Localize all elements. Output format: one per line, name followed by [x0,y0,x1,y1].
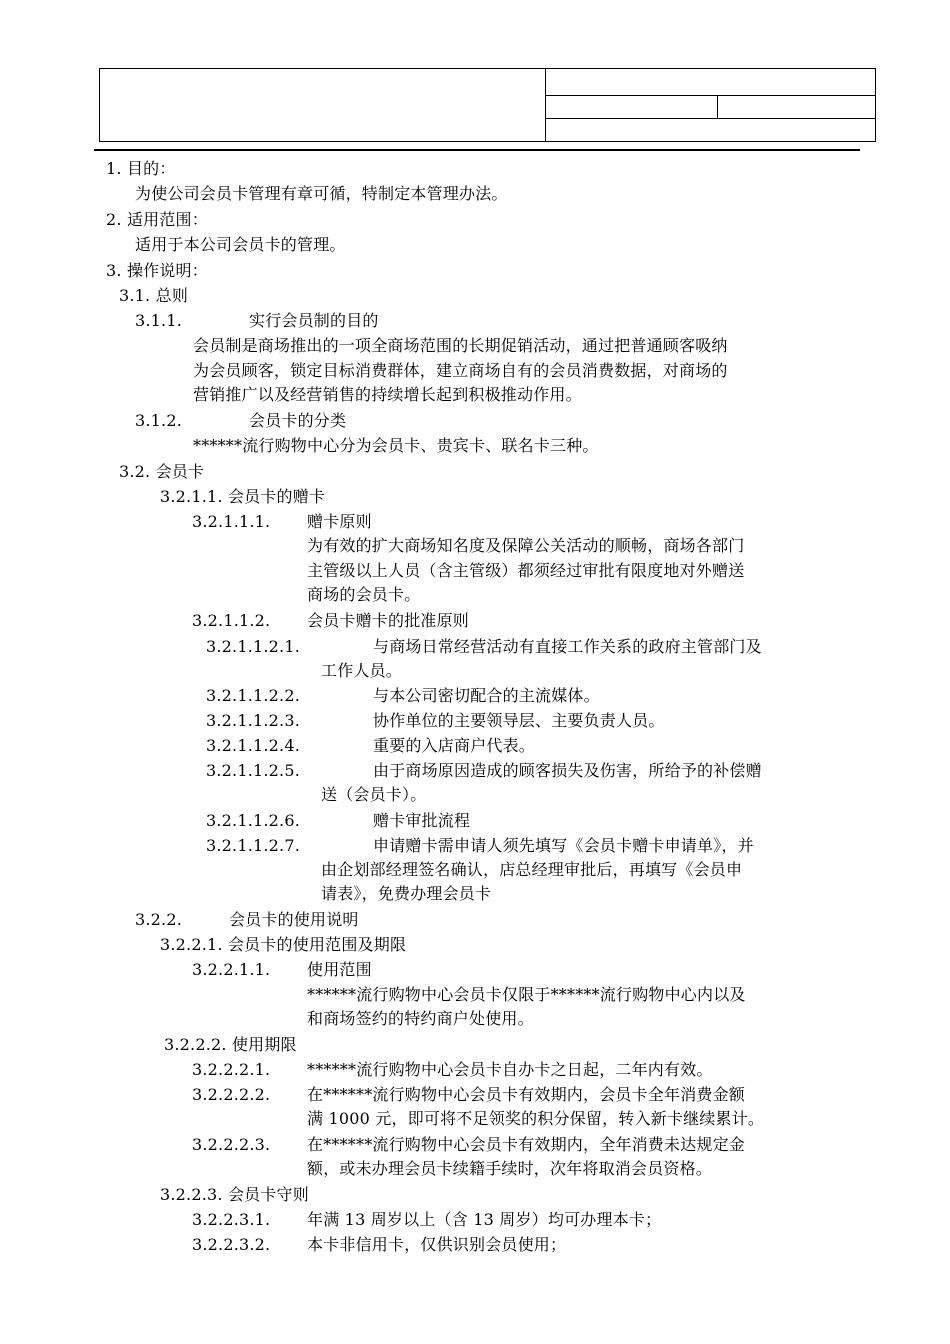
text-line: 商场的会员卡。 [307,585,421,604]
text-line: 3.2.2.2.2. [192,1085,271,1104]
text-line: 与商场日常经营活动有直接工作关系的政府主管部门及 [373,637,762,656]
text-line: 3.2.1.1.2.4. [206,736,300,755]
text-line: 本卡非信用卡，仅供识别会员使用； [307,1235,567,1254]
text-line: ******流行购物中心会员卡仅限于******流行购物中心内以及 [307,985,746,1004]
text-line: 重要的入店商户代表。 [373,736,536,755]
text-line: 会员卡的使用说明 [229,910,359,929]
header-divider [545,69,546,141]
text-line: 会员制是商场推出的一项全商场范围的长期促销活动，通过把普通顾客吸纳 [193,336,728,355]
text-line: 3.2.2.3.2. [192,1235,271,1254]
text-line: 在******流行购物中心会员卡有效期内，会员卡全年消费金额 [307,1085,746,1104]
text-line: 3.2.2.2. 使用期限 [164,1035,297,1054]
text-line: 适用于本公司会员卡的管理。 [135,235,346,254]
text-line: 工作人员。 [321,661,403,680]
text-line: 3.2.1.1.2.6. [206,811,300,830]
text-line: 协作单位的主要领导层、主要负责人员。 [373,711,665,730]
text-line: 3.1. 总则 [119,286,189,305]
text-line: 3.2.1.1.2.1. [206,637,300,656]
text-line: 3.2.2.1. 会员卡的使用范围及期限 [160,935,407,954]
header-table [99,68,876,142]
text-line: 满 1000 元，即可将不足领奖的积分保留，转入新卡继续累计。 [307,1109,765,1128]
header-divider [545,95,875,96]
text-line: 3.2.2.2.3. [192,1135,271,1154]
text-line: 申请赠卡需申请人须先填写《会员卡赠卡申请单》，并 [373,836,754,855]
text-line: 3.2.1.1. 会员卡的赠卡 [160,487,326,506]
text-line: 请表》，免费办理会员卡 [321,884,492,903]
text-line: 由企划部经理签名确认，店总经理审批后，再填写《会员申 [321,860,743,879]
text-line: 送（会员卡）。 [321,785,427,804]
text-line: 3.1.1. [135,311,182,330]
text-line: 额，或未办理会员卡续籍手续时，次年将取消会员资格。 [307,1159,713,1178]
text-line: 实行会员制的目的 [249,311,379,330]
text-line: 为使公司会员卡管理有章可循，特制定本管理办法。 [135,184,508,203]
text-line: 为会员顾客，锁定目标消费群体，建立商场自有的会员消费数据，对商场的 [193,361,728,380]
text-line: 3.2.1.1.1. [192,512,271,531]
text-line: 与本公司密切配合的主流媒体。 [373,686,600,705]
text-line: 为有效的扩大商场知名度及保障公关活动的顺畅，商场各部门 [307,536,745,555]
text-line: 在******流行购物中心会员卡有效期内，全年消费未达规定金 [307,1135,746,1154]
text-line: 3.1.2. [135,411,182,430]
text-line: 3.2.1.1.2.2. [206,686,300,705]
text-line: 3.2.2.2.1. [192,1060,271,1079]
text-line: 会员卡的分类 [249,411,347,430]
text-line: 3. 操作说明： [106,261,208,280]
text-line: 3.2.1.1.2.5. [206,761,300,780]
text-line: 主管级以上人员（含主管级）都须经过审批有限度地对外赠送 [307,561,745,580]
header-divider [717,95,718,118]
text-line: 和商场签约的特约商户处使用。 [307,1009,534,1028]
text-line: 使用范围 [307,960,372,979]
text-line: 年满 13 周岁以上（含 13 周岁）均可办理本卡； [307,1210,662,1229]
text-line: 1. 目的： [106,159,176,178]
text-line: 3.2.1.1.2. [192,611,271,630]
text-line: 营销推广以及经营销售的持续增长起到积极推动作用。 [193,385,582,404]
text-line: 3.2.1.1.2.3. [206,711,300,730]
text-line: 赠卡原则 [307,512,372,531]
text-line: ******流行购物中心会员卡自办卡之日起，二年内有效。 [307,1060,713,1079]
text-line: 3.2.1.1.2.7. [206,836,300,855]
text-line: 3.2. 会员卡 [119,462,205,481]
text-line: 3.2.2.3.1. [192,1210,271,1229]
text-line: 3.2.2.1.1. [192,960,271,979]
text-line: 赠卡审批流程 [373,811,471,830]
header-rule [94,149,860,151]
text-line: 2. 适用范围： [106,210,208,229]
header-divider [545,118,875,119]
text-line: 3.2.2.3. 会员卡守则 [160,1185,309,1204]
text-line: 由于商场原因造成的顾客损失及伤害，所给予的补偿赠 [373,761,762,780]
text-line: 3.2.2. [135,910,182,929]
text-line: ******流行购物中心分为会员卡、贵宾卡、联名卡三种。 [193,436,599,455]
text-line: 会员卡赠卡的批准原则 [307,611,470,630]
